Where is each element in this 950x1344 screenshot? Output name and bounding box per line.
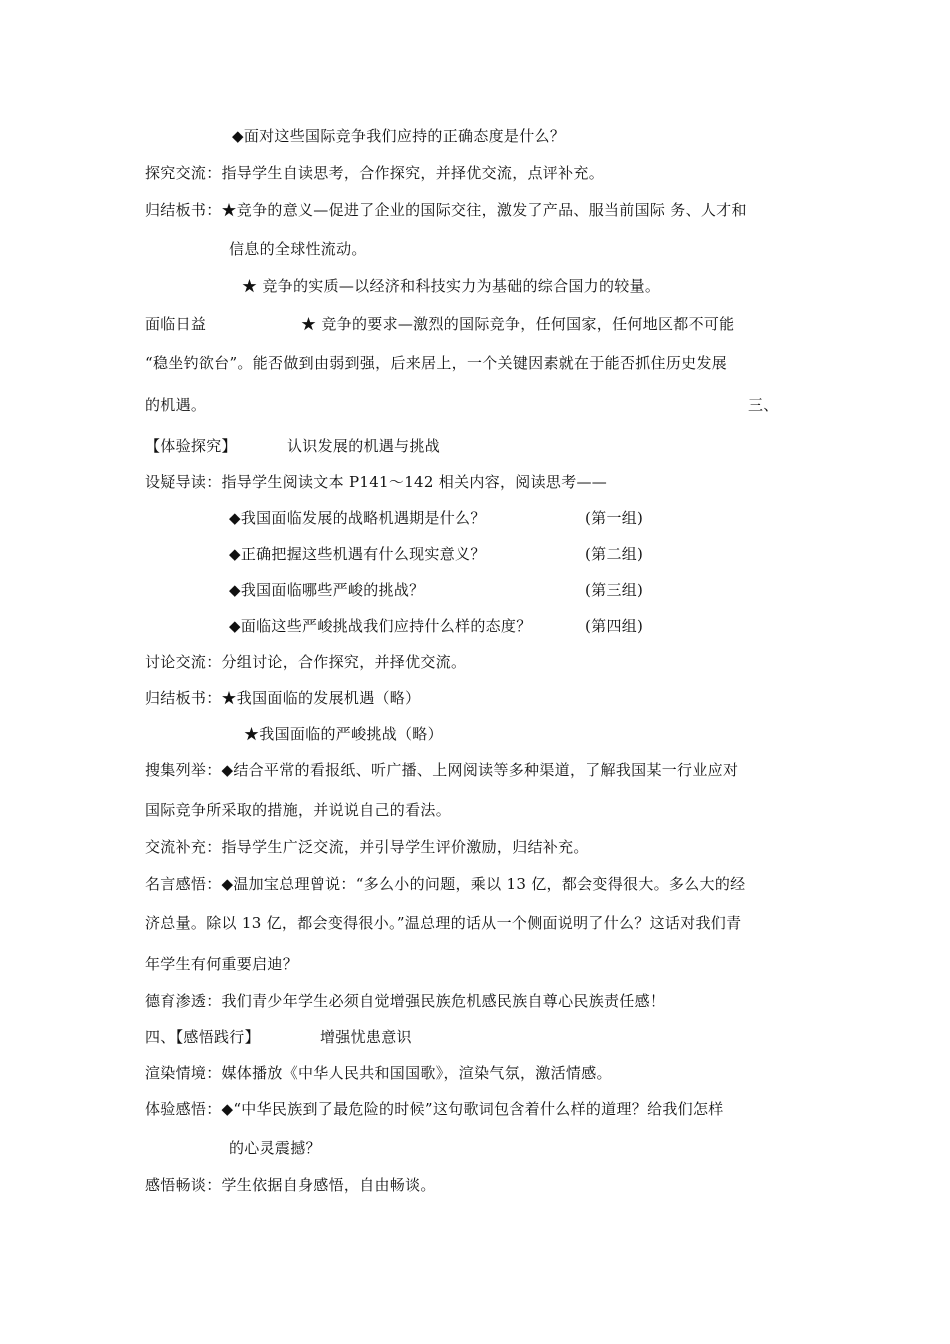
text-line: 济总量。除以 13 亿，都会变得很小。”温总理的话从一个侧面说明了什么？这话对我们青 xyxy=(145,914,742,932)
section-title: 认识发展的机遇与挑战 xyxy=(287,437,441,455)
group-label: (第一组) xyxy=(585,509,644,527)
text-line: 归结板书：★我国面临的发展机遇（略） xyxy=(145,689,421,707)
question-item: ◆我国面临发展的战略机遇期是什么？ xyxy=(229,509,486,527)
text-line: 面临日益 xyxy=(145,315,207,333)
text-line: ★ 竞争的要求—激烈的国际竞争，任何国家，任何地区都不可能 xyxy=(301,315,735,333)
text-line: 搜集列举：◆结合平常的看报纸、听广播、上网阅读等多种渠道，了解我国某一行业应对 xyxy=(145,761,739,779)
section-title: 增强忧患意识 xyxy=(320,1028,412,1046)
text-line: 三、 xyxy=(748,396,779,414)
text-line: 感悟畅谈：学生依据自身感悟，自由畅谈。 xyxy=(145,1176,436,1194)
text-line: 国际竞争所采取的措施，并说说自己的看法。 xyxy=(145,801,452,819)
text-line: 的机遇。 xyxy=(145,396,207,414)
text-line: 名言感悟：◆温加宝总理曾说：“多么小的问题，乘以 13 亿，都会变得很大。多么大的经 xyxy=(145,875,746,893)
text-line: 的心灵震撼？ xyxy=(229,1139,321,1157)
text-line: ◆面对这些国际竞争我们应持的正确态度是什么？ xyxy=(232,127,566,145)
text-line: ★我国面临的严峻挑战（略） xyxy=(244,725,443,743)
group-label: (第三组) xyxy=(585,581,644,599)
text-line: “稳坐钓欲台”。能否做到由弱到强，后来居上，一个关键因素就在于能否抓住历史发展 xyxy=(145,354,728,372)
question-item: ◆面临这些严峻挑战我们应持什么样的态度？ xyxy=(229,617,532,635)
text-line: 设疑导读：指导学生阅读文本 P141～142 相关内容，阅读思考—— xyxy=(145,473,608,491)
text-line: ★ 竞争的实质—以经济和科技实力为基础的综合国力的较量。 xyxy=(242,277,661,295)
text-line: 交流补充：指导学生广泛交流，并引导学生评价激励，归结补充。 xyxy=(145,838,589,856)
text-line: 归结板书：★竞争的意义—促进了企业的国际交往，激发了产品、服当前国际 务、人才和 xyxy=(145,201,747,219)
text-line: 体验感悟：◆“中华民族到了最危险的时候”这句歌词包含着什么样的道理？给我们怎样 xyxy=(145,1100,724,1118)
text-line: 年学生有何重要启迪？ xyxy=(145,955,299,973)
question-item: ◆正确把握这些机遇有什么现实意义？ xyxy=(229,545,486,563)
section-heading: 【体验探究】 xyxy=(145,437,237,455)
group-label: (第二组) xyxy=(585,545,644,563)
question-item: ◆我国面临哪些严峻的挑战？ xyxy=(229,581,425,599)
group-label: (第四组) xyxy=(585,617,644,635)
text-line: 讨论交流：分组讨论，合作探究，并择优交流。 xyxy=(145,653,467,671)
text-line: 探究交流：指导学生自读思考，合作探究，并择优交流，点评补充。 xyxy=(145,164,605,182)
section-heading: 四、【感悟践行】 xyxy=(145,1028,260,1046)
text-line: 德育渗透：我们青少年学生必须自觉增强民族危机感民族自尊心民族责任感！ xyxy=(145,992,666,1010)
text-line: 渲染情境：媒体播放《中华人民共和国国歌》，渲染气氛，激活情感。 xyxy=(145,1064,612,1082)
text-line: 信息的全球性流动。 xyxy=(229,240,367,258)
